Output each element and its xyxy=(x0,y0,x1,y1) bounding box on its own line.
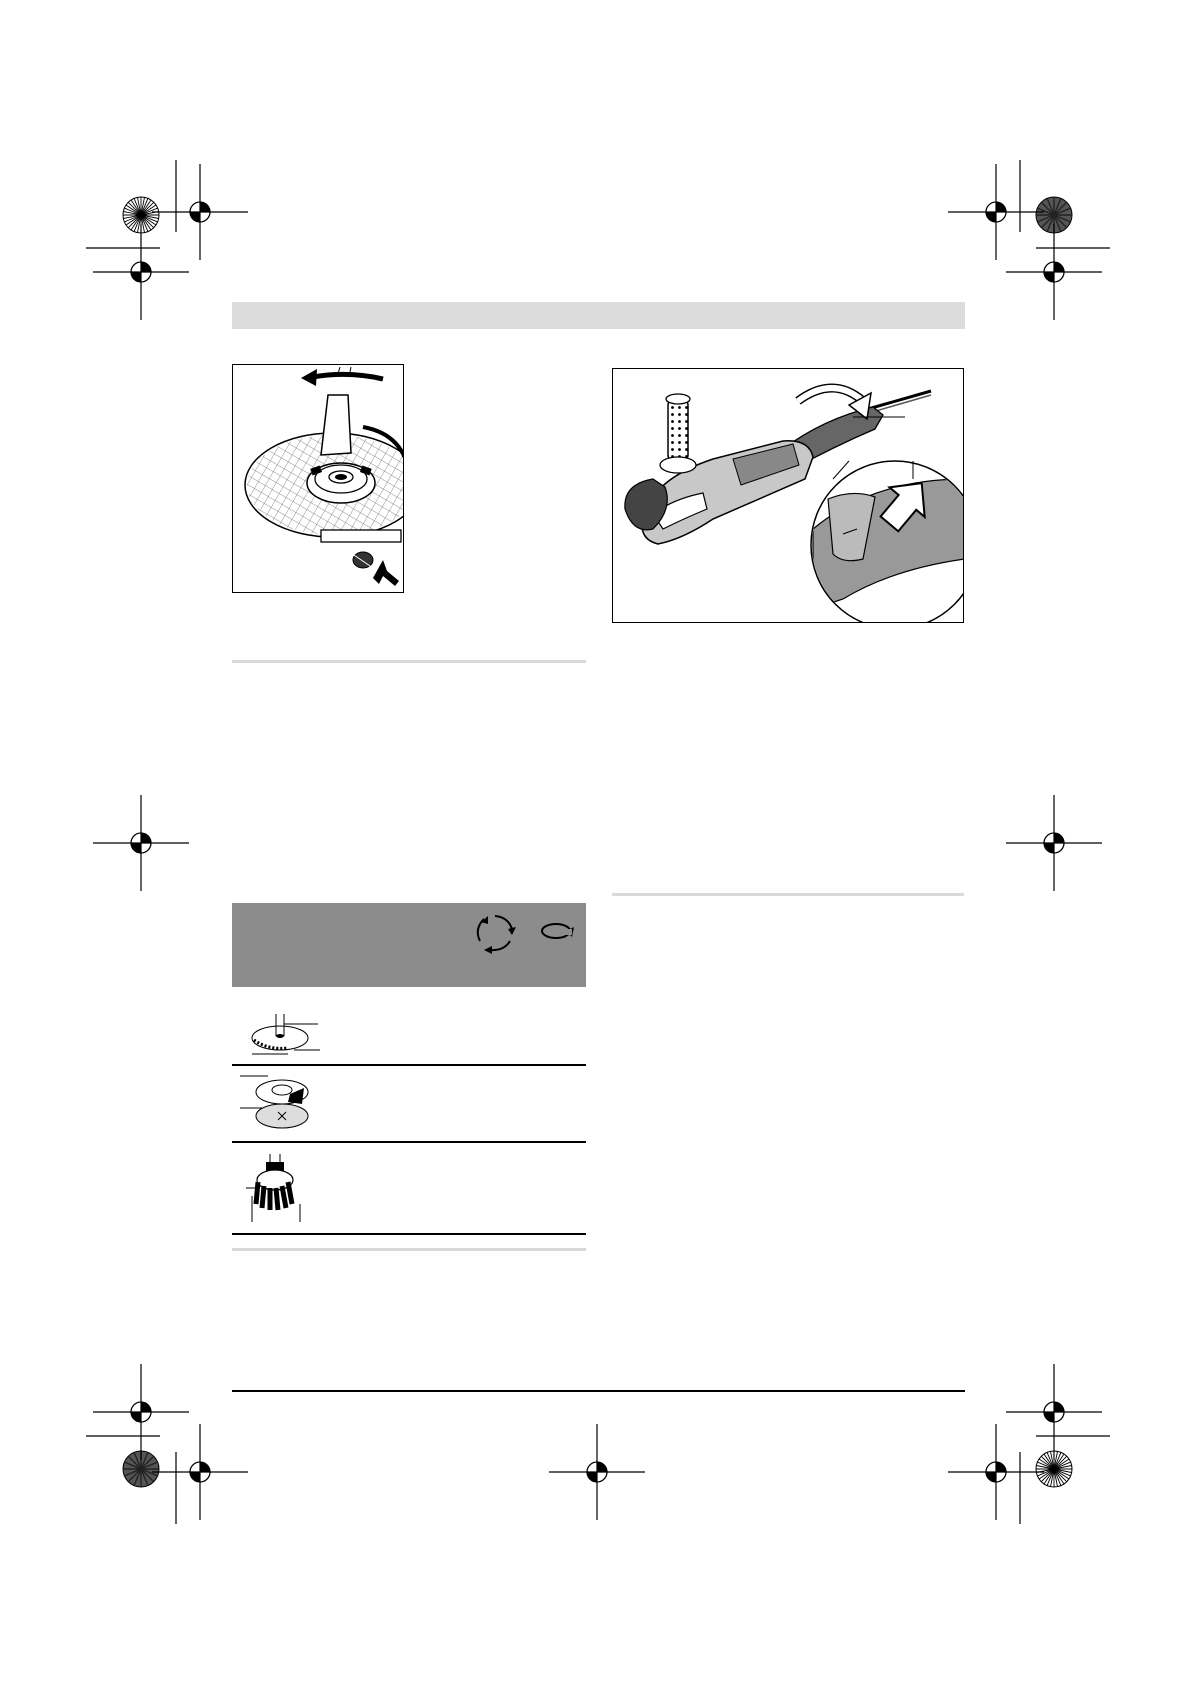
rotation-arrow-icon xyxy=(540,919,576,943)
table-bottom-line xyxy=(232,1233,586,1235)
page-footer-line xyxy=(232,1390,965,1392)
figure-disc-wrench xyxy=(232,364,404,593)
left-section-separator xyxy=(232,660,586,663)
table-header xyxy=(232,903,586,987)
recycle-icon xyxy=(472,911,518,955)
right-section-separator xyxy=(612,893,964,896)
disc-nut-wrench-figure xyxy=(233,365,404,593)
page-header-bar xyxy=(232,302,965,329)
grinding-disc-icon xyxy=(238,1070,318,1134)
cutting-disc-icon xyxy=(248,1010,322,1056)
table-row-divider xyxy=(232,1141,586,1143)
cup-brush-icon xyxy=(244,1152,308,1224)
figure-angle-grinder xyxy=(612,368,964,623)
angle-grinder-handle-figure xyxy=(613,369,964,623)
table-row-divider xyxy=(232,1064,586,1066)
table-end-separator xyxy=(232,1248,586,1251)
